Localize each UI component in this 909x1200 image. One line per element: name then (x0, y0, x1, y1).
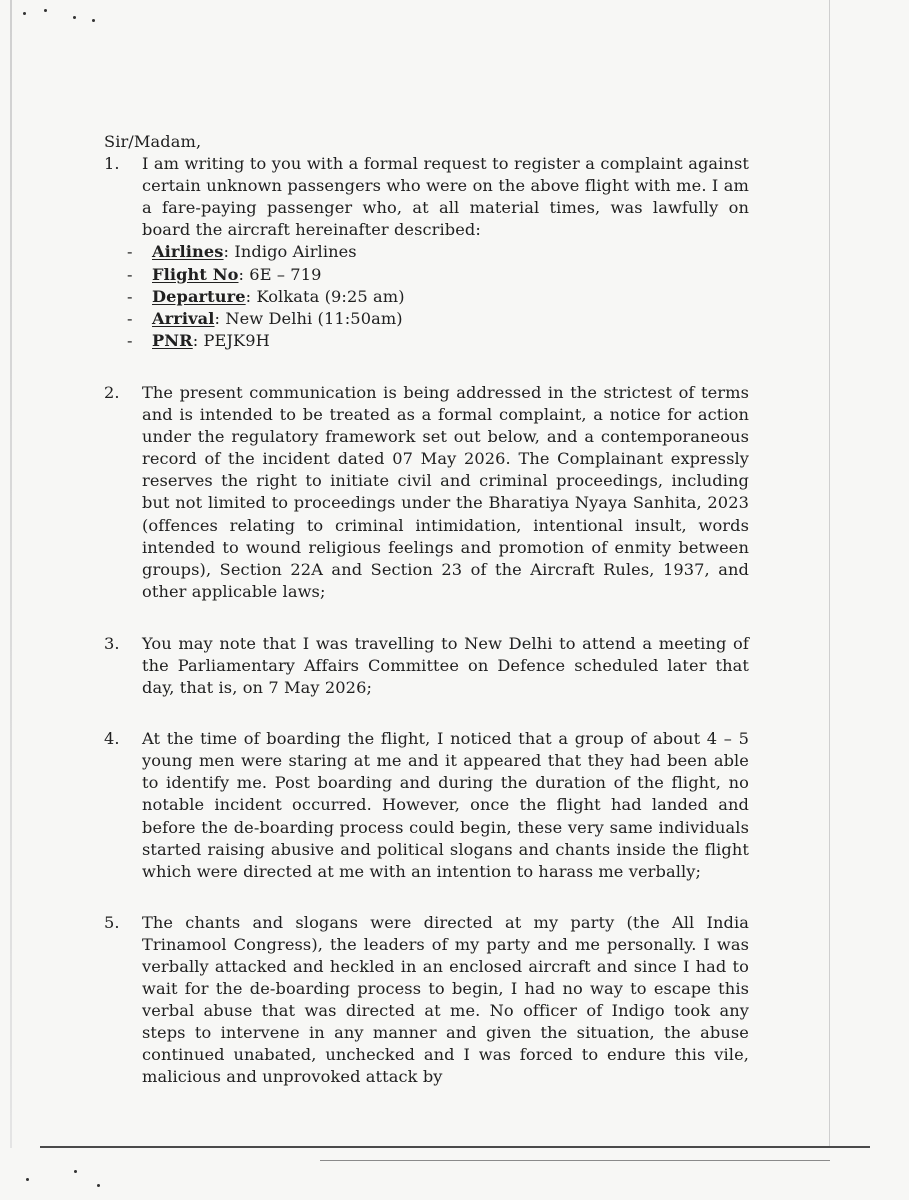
paragraph-5 (104, 912, 749, 1089)
list-item-airlines (104, 241, 749, 263)
page-left-edge (10, 0, 12, 1148)
paragraph-text: The present communication is being addressed in the strictest of terms and is intended to be treated as a formal complaint, a notice for action under the regulatory framework set out below, and a contemporaneous record of the incident dated 07 May 2026. The Complainant expressly reserves the right to initiate civil and criminal proceedings, including but not limited to proceedings under the Bharatiya Nyaya Sanhita, 2023 (offences relating to criminal intimidation, intentional insult, words intended to wound religious feelings and promotion of enmity between groups), Section 22A and Section 23 of the Aircraft Rules, 1937, and other applicable laws; (142, 382, 749, 601)
scan-speck (92, 19, 95, 22)
list-item-arrival (104, 308, 749, 330)
paragraph-number: 2. (104, 382, 120, 402)
paragraph-2 (104, 382, 749, 603)
scan-speck (73, 16, 76, 19)
page-right-edge (829, 0, 830, 1148)
paragraph-4 (104, 728, 749, 883)
paragraph-number: 1. (104, 154, 120, 174)
paragraph-gap (104, 699, 749, 728)
next-page-top-edge (320, 1160, 830, 1161)
field-label: PNR (152, 330, 193, 350)
bullet-dash: - (127, 308, 133, 328)
paragraph-number: 4. (104, 729, 120, 749)
paragraph-text: You may note that I was travelling to New Delhi to attend a meeting of the Parliamentary Affairs Committee on Defence scheduled later that day, that is, on 7 May 2026; (142, 633, 749, 698)
field-value: : Indigo Airlines (223, 242, 357, 262)
paragraph-text: I am writing to you with a formal request to register a complaint against certain unknown passengers who were on the above flight with me. I am a fare-paying passenger who, at all material times, was lawfully on board the aircraft hereinafter described: (142, 154, 749, 240)
field-label: Departure (152, 286, 246, 306)
paragraph-text: The chants and slogans were directed at my party (the All India Trinamool Congress), the leaders of my party and me personally. I was verbally attacked and heckled in an enclosed aircraft and since I had to wait for the de-boarding process to begin, I had no way to escape this verbal abuse that was directed at me. No officer of Indigo took any steps to intervene in any manner and given the situation, the abuse continued unabated, unchecked and I was forced to endure this vile, malicious and unprovoked attack by (142, 912, 749, 1087)
paragraph-text: At the time of boarding the flight, I noticed that a group of about 4 – 5 young men were staring at me and it appeared that they had been able to identify me. Post boarding and during the duration of the flight, no notable incident occurred. However, once the flight had landed and before the de-boarding process could begin, these very same individuals started raising abusive and political slogans and chants inside the flight which were directed at me with an intention to harass me verbally; (142, 729, 749, 881)
list-item-departure (104, 286, 749, 308)
paragraph-1 (104, 153, 749, 241)
field-label: Arrival (152, 308, 215, 328)
field-value: : Kolkata (9:25 am) (245, 286, 405, 306)
field-value: : New Delhi (11:50am) (214, 308, 403, 328)
field-label: Airlines (152, 242, 224, 262)
scan-speck (23, 12, 26, 15)
scan-speck (44, 9, 47, 12)
paragraph-gap (104, 883, 749, 912)
field-value: : 6E – 719 (238, 264, 322, 284)
paragraph-gap (104, 603, 749, 633)
scan-speck (97, 1184, 100, 1187)
scan-speck (74, 1170, 77, 1173)
bullet-dash: - (127, 242, 133, 262)
page-bottom-edge (40, 1146, 870, 1148)
bullet-dash: - (127, 264, 133, 284)
paragraph-gap (104, 352, 749, 382)
field-value: : PEJK9H (192, 330, 270, 350)
paragraph-number: 3. (104, 633, 120, 653)
field-label: Flight No (152, 264, 239, 284)
list-item-flight-no (104, 264, 749, 286)
list-item-pnr (104, 330, 749, 352)
flight-details-list (104, 241, 749, 351)
bullet-dash: - (127, 286, 133, 306)
scan-speck (26, 1178, 29, 1181)
letter-body (104, 131, 749, 1089)
bullet-dash: - (127, 330, 133, 350)
paragraph-3 (104, 633, 749, 699)
paragraph-number: 5. (104, 912, 120, 932)
salutation: Sir/Madam, (104, 132, 202, 151)
